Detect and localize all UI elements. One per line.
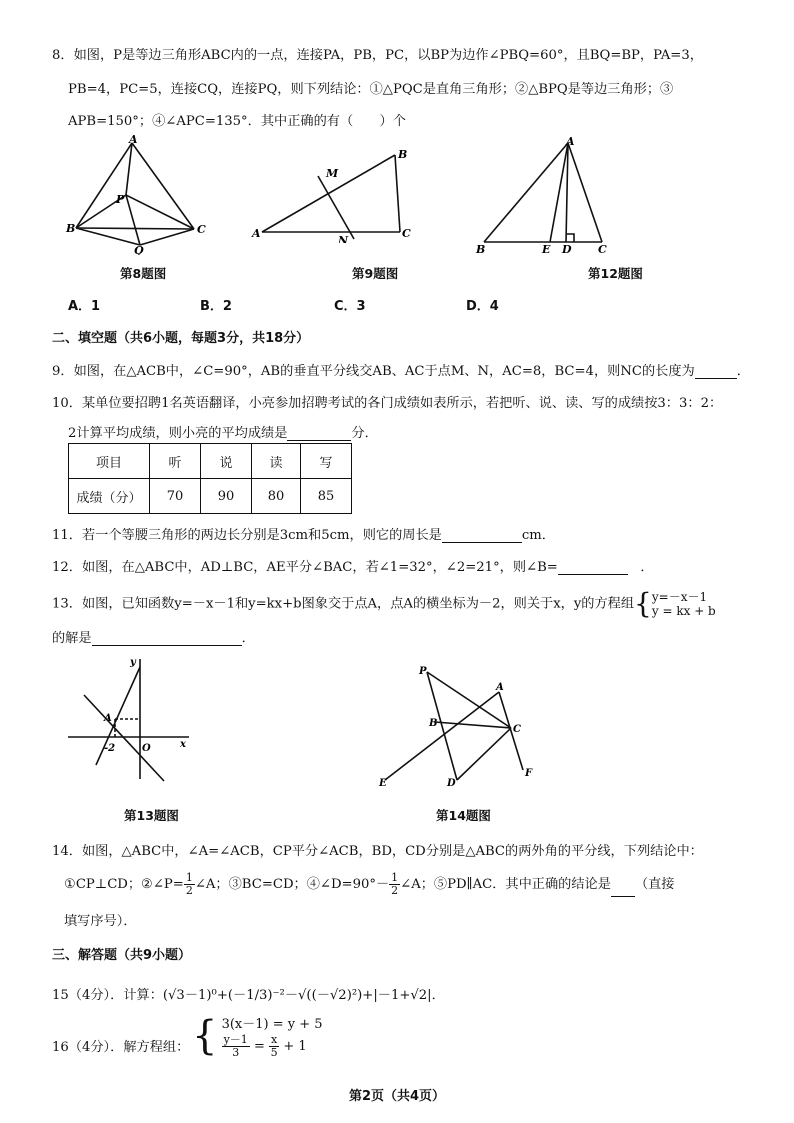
q9-answer-blank bbox=[695, 363, 737, 379]
fig12-label-d: D bbox=[562, 243, 572, 255]
fig9-label-a: A bbox=[252, 227, 261, 240]
q11-unit: cm． bbox=[521, 528, 555, 543]
caption-fig8: 第8题图 bbox=[120, 266, 167, 281]
caption-fig13: 第13题图 bbox=[124, 808, 179, 823]
fig14-label-b: B bbox=[429, 718, 438, 729]
q8-line2: PB=4，PC=5，连接CQ，连接PQ，则下列结论：①△PQC是直角三角形；②△BPQ是等边三角形；③ bbox=[68, 82, 674, 97]
q10-line1: 10．某单位要招聘1名英语翻译，小亮参加招聘考试的各门成绩如表所示，若把听、说、读、写的成绩按3：3：2： bbox=[52, 396, 723, 411]
q10-line2 bbox=[68, 422, 378, 441]
q12-text bbox=[52, 556, 654, 575]
q12-body: 12．如图，在△ABC中，AD⊥BC，AE平分∠BAC，若∠1=32°，∠2=21°，则∠B= bbox=[52, 560, 558, 575]
q13-end: ． bbox=[241, 631, 255, 646]
q15-text: 15（4分）．计算：(√3－1)⁰+(－1/3)⁻²－√((－√2)²)+|－1+√2|． bbox=[52, 988, 445, 1003]
q14-conclusions-2: ∠A；③BC=CD；④∠D=90°－ bbox=[194, 877, 390, 892]
q9-text: 9．如图，在△ACB中，∠C=90°，AB的垂直平分线交AB、AC于点M、N，AC=8，BC=4，则NC的长度为 ． bbox=[52, 364, 750, 379]
table-header-cell: 听 bbox=[150, 444, 201, 479]
table-header-row bbox=[69, 444, 352, 479]
table-row bbox=[69, 479, 352, 514]
fig8-label-c: C bbox=[197, 223, 206, 236]
fig12-label-c: C bbox=[598, 243, 607, 255]
fig12-label-e: E bbox=[542, 243, 551, 255]
q13-eq2: y = kx + b bbox=[651, 604, 716, 618]
figure-14 bbox=[375, 662, 540, 792]
fig14-label-f: F bbox=[525, 768, 533, 779]
fig9-label-b: B bbox=[398, 148, 408, 161]
fig14-label-p: P bbox=[419, 666, 427, 677]
fig12-label-a: A bbox=[566, 135, 575, 148]
figure-8 bbox=[60, 135, 220, 255]
page-footer: 第2页（共4页） bbox=[348, 1089, 446, 1104]
q16-eq1: 3(x－1) = y + 5 bbox=[221, 1017, 323, 1032]
q13-body: 13．如图，已知函数y=－x－1和y=kx+b图象交于点A，点A的横坐标为－2，则关于x，y的方程组 bbox=[52, 596, 635, 612]
fig8-label-a: A bbox=[129, 135, 138, 146]
q11-answer-blank bbox=[442, 527, 522, 543]
q8-option-a: A．1 bbox=[68, 299, 101, 314]
fig13-label-minus2: -2 bbox=[104, 743, 116, 754]
q9-body: 9．如图，在△ACB中，∠C=90°，AB的垂直平分线交AB、AC于点M、N，AC=8，BC=4，则NC的长度为 bbox=[52, 364, 695, 379]
table-cell: 80 bbox=[252, 479, 301, 514]
fig13-label-y: y bbox=[130, 657, 136, 668]
q8-line1: 8．如图，P是等边三角形ABC内的一点，连接PA，PB，PC，以BP为边作∠PBQ=60°，且BQ=BP，PA=3， bbox=[52, 48, 703, 63]
q8-option-b: B．2 bbox=[200, 299, 232, 314]
table-cell: 70 bbox=[150, 479, 201, 514]
q11-text bbox=[52, 524, 555, 543]
caption-fig9: 第9题图 bbox=[352, 266, 399, 281]
fig13-label-x: x bbox=[180, 739, 186, 750]
q14-conclusions-1: ①CP⊥CD；②∠P= bbox=[64, 877, 184, 892]
q13-answer-blank bbox=[92, 630, 242, 646]
fig8-label-b: B bbox=[66, 222, 76, 235]
figure-12 bbox=[470, 135, 620, 255]
q13-line2 bbox=[52, 627, 255, 646]
table-cell: 90 bbox=[201, 479, 252, 514]
table-header-cell: 项目 bbox=[69, 444, 150, 479]
table-header-cell: 读 bbox=[252, 444, 301, 479]
fraction-half: $\frac{1}{2}$ bbox=[185, 871, 193, 897]
fig14-label-e: E bbox=[379, 778, 387, 789]
q10-answer-blank bbox=[287, 425, 351, 441]
fig14-label-d: D bbox=[447, 778, 456, 789]
q16-text bbox=[52, 1036, 189, 1055]
fig8-label-p: P bbox=[116, 193, 125, 206]
q11-body: 11．若一个等腰三角形的两边长分别是3cm和5cm，则它的周长是 bbox=[52, 528, 442, 543]
caption-fig14: 第14题图 bbox=[436, 808, 491, 823]
fig12-label-b: B bbox=[476, 243, 486, 255]
q8-option-c: C．3 bbox=[334, 299, 366, 314]
q14-line1: 14．如图，△ABC中，∠A=∠ACB，CP平分∠ACB，BD，CD分别是△ABC的两外角的平分线，下列结论中： bbox=[52, 844, 703, 859]
q8-line3: APB=150°；④∠APC=135°．其中正确的有（ ）个 bbox=[68, 114, 406, 129]
table-cell: 85 bbox=[301, 479, 352, 514]
fig14-label-a: A bbox=[496, 682, 504, 693]
fig13-label-a: A bbox=[104, 713, 112, 724]
score-table bbox=[68, 443, 352, 514]
q14-conclusions-4: （直接 bbox=[634, 877, 675, 892]
section-2-heading: 二、填空题（共6小题，每题3分，共18分） bbox=[52, 331, 310, 346]
figure-13 bbox=[64, 655, 199, 785]
q8-option-d: D．4 bbox=[466, 299, 499, 314]
figure-9 bbox=[250, 143, 420, 243]
caption-fig12: 第12题图 bbox=[588, 266, 643, 281]
q14-answer-blank bbox=[611, 881, 635, 897]
table-header-cell: 写 bbox=[301, 444, 352, 479]
q12-end: ． bbox=[640, 560, 654, 575]
fig9-label-n: N bbox=[338, 234, 349, 243]
q12-answer-blank bbox=[558, 559, 628, 575]
q16-system: { 3(x－1) = y + 5 $\frac{y-1}{3}$ = $\frac{x}{5} + 1$ bbox=[192, 1013, 323, 1059]
table-header-cell: 说 bbox=[201, 444, 252, 479]
fraction-half: $\frac{1}{2}$ bbox=[391, 871, 399, 897]
q13-eq1: y=－x－1 bbox=[651, 590, 708, 604]
fig8-label-q: Q bbox=[134, 244, 144, 255]
section-3-heading: 三、解答题（共9小题） bbox=[52, 948, 192, 963]
fig9-label-c: C bbox=[402, 227, 411, 240]
q14-conclusions-3: ∠A；⑤PD∥AC．其中正确的结论是 bbox=[400, 877, 611, 892]
q13-solution-label: 的解是 bbox=[52, 631, 92, 646]
fig13-label-origin: O bbox=[142, 743, 151, 754]
fig9-label-m: M bbox=[326, 167, 339, 180]
table-cell: 成绩（分） bbox=[69, 479, 150, 514]
q10-line2-b: 分． bbox=[351, 426, 378, 441]
q16-label: 16（4分）．解方程组： bbox=[52, 1040, 190, 1055]
q14-line2 bbox=[64, 872, 675, 897]
fig14-label-c: C bbox=[513, 724, 521, 735]
q16-eq2: $\frac{y-1}{3}$ = $\frac{x}{5} + 1$ bbox=[223, 1033, 307, 1059]
q13-text: 13．如图，已知函数y=－x－1和y=kx+b图象交于点A，点A的横坐标为－2，则关于x，y的方程组{y=－x－1 y = kx + b bbox=[52, 587, 716, 620]
q14-line3: 填写序号）． bbox=[64, 914, 137, 929]
q10-line2-a: 2计算平均成绩，则小亮的平均成绩是 bbox=[68, 426, 288, 441]
